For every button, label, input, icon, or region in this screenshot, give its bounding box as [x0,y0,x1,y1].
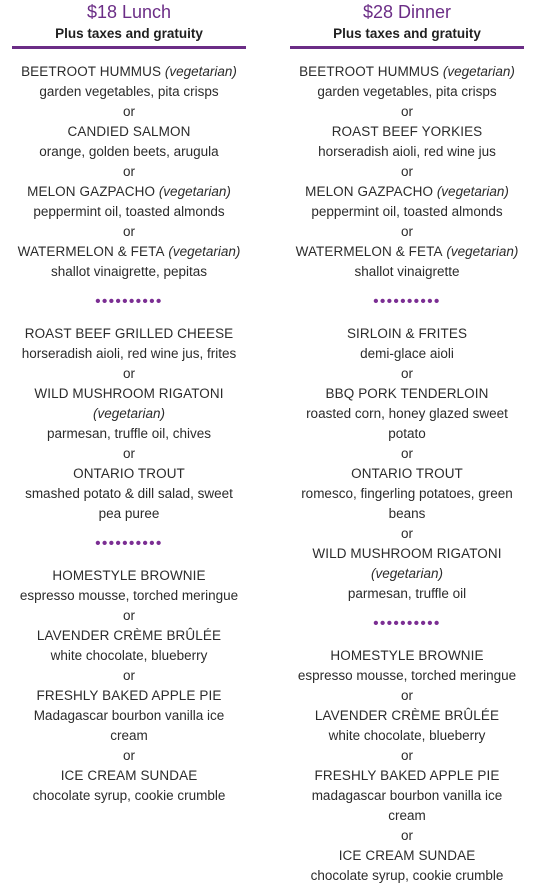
dish-title-line [290,464,524,484]
dish-name: FRESHLY BAKED APPLE PIE [36,688,222,703]
dish-name: FRESHLY BAKED APPLE PIE [314,768,500,783]
dish-title-line [290,242,524,262]
courses-container [290,62,524,886]
dish-name: HOMESTYLE BROWNIE [52,568,206,583]
dish-name: ICE CREAM SUNDAE [338,848,476,863]
dish-description: cream [388,808,426,823]
dish-title-line [12,62,246,82]
dish-title-line [12,766,246,786]
or-separator: or [122,164,135,179]
dish-title-line [12,122,246,142]
dish-name: LAVENDER CRÈME BRÛLÉE [36,628,222,643]
courses-container [12,62,246,806]
dish-title-line [12,464,246,484]
dish-description: orange, golden beets, arugula [39,144,219,159]
dish-title-line [290,646,524,666]
dish-name: ROAST BEEF GRILLED CHEESE [24,326,234,341]
dish-description: garden vegetables, pita crisps [317,84,497,99]
or-separator: or [400,526,413,541]
dish-description: Madagascar bourbon vanilla ice [33,708,225,723]
or-separator: or [400,366,413,381]
dish-description: chocolate syrup, cookie crumble [32,788,226,803]
dish-name: WATERMELON & FETA [17,244,165,259]
dish-title-line [290,766,524,786]
dish-description: smashed potato & dill salad, sweet [25,486,233,501]
dish-name: ICE CREAM SUNDAE [60,768,198,783]
dish-title-line [12,182,246,202]
dish-description: chocolate syrup, cookie crumble [310,868,504,883]
dish-description: shallot vinaigrette, pepitas [50,264,208,279]
course-divider: •••••••••• [95,535,163,552]
dish-description: potato [388,426,426,441]
dish-title-line [290,62,524,82]
or-separator: or [400,164,413,179]
dish-description: romesco, fingerling potatoes, green [301,486,513,501]
dinner-menu-column [290,0,524,886]
or-separator: or [122,668,135,683]
dish-name: MELON GAZPACHO [305,184,434,199]
course-section [12,566,246,806]
dish-name: BEETROOT HUMMUS [299,64,440,79]
dish-title-line [12,566,246,586]
menu-subtitle: Plus taxes and gratuity [333,26,481,41]
dish-title-line [12,324,246,344]
lunch-menu-column [12,0,246,806]
dish-description: shallot vinaigrette [354,264,460,279]
dish-description: peppermint oil, toasted almonds [33,204,225,219]
title-underline [290,46,524,49]
dish-description: horseradish aioli, red wine jus [318,144,496,159]
dish-name: BBQ PORK TENDERLOIN [325,386,489,401]
dish-description: pea puree [98,506,160,521]
dish-description: parmesan, truffle oil [347,586,467,601]
dish-description: white chocolate, blueberry [328,728,486,743]
dish-title-line [290,182,524,202]
dish-name: SIRLOIN & FRITES [346,326,468,341]
dish-name: ONTARIO TROUT [351,466,463,481]
vegetarian-tag: (vegetarian) [164,64,237,79]
vegetarian-tag: (vegetarian) [446,244,519,259]
or-separator: or [122,608,135,623]
course-section [290,324,524,604]
menu-subtitle: Plus taxes and gratuity [55,26,203,41]
dish-title-line [290,384,524,404]
title-underline [12,46,246,49]
course-divider: •••••••••• [373,293,441,310]
or-separator: or [122,446,135,461]
dish-description: peppermint oil, toasted almonds [311,204,503,219]
dish-name: ROAST BEEF YORKIES [331,124,483,139]
dish-title-line [290,122,524,142]
dish-title-line [290,706,524,726]
course-section [290,62,524,282]
menu-title: $18 Lunch [86,2,172,22]
dish-description: horseradish aioli, red wine jus, frites [21,346,237,361]
course-section [12,62,246,282]
vegetarian-tag: (vegetarian) [370,566,444,581]
dish-description: garden vegetables, pita crisps [39,84,219,99]
vegetarian-tag: (vegetarian) [168,244,241,259]
dish-title-line [290,324,524,344]
dish-name: BEETROOT HUMMUS [21,64,162,79]
or-separator: or [400,748,413,763]
or-separator: or [122,366,135,381]
or-separator: or [400,688,413,703]
dish-description: roasted corn, honey glazed sweet [306,406,508,421]
vegetarian-tag: (vegetarian) [92,406,166,421]
or-separator: or [400,224,413,239]
dish-name: HOMESTYLE BROWNIE [330,648,484,663]
dish-description: espresso mousse, torched meringue [297,668,517,683]
dish-description: cream [110,728,148,743]
dish-title-line [12,626,246,646]
dish-title-line [12,242,246,262]
or-separator: or [400,446,413,461]
dish-name: ONTARIO TROUT [73,466,185,481]
dish-description: parmesan, truffle oil, chives [46,426,212,441]
dish-title-line [290,544,524,564]
dish-description: espresso mousse, torched meringue [19,588,239,603]
dish-description: demi-glace aioli [360,346,454,361]
dish-name: WILD MUSHROOM RIGATONI [34,386,224,401]
course-section [290,646,524,886]
dish-description: madagascar bourbon vanilla ice [311,788,503,803]
vegetarian-tag: (vegetarian) [436,184,509,199]
dish-description: white chocolate, blueberry [50,648,208,663]
or-separator: or [400,828,413,843]
menu-title: $28 Dinner [362,2,452,22]
dish-description: beans [388,506,426,521]
dish-name: LAVENDER CRÈME BRÛLÉE [314,708,500,723]
dish-name: WATERMELON & FETA [295,244,443,259]
dish-name: WILD MUSHROOM RIGATONI [312,546,502,561]
dish-name: MELON GAZPACHO [27,184,156,199]
dish-title-line [12,384,246,404]
dish-title-line [12,686,246,706]
course-divider: •••••••••• [95,293,163,310]
or-separator: or [122,748,135,763]
course-section [12,324,246,524]
vegetarian-tag: (vegetarian) [158,184,231,199]
or-separator: or [122,224,135,239]
vegetarian-tag: (vegetarian) [442,64,515,79]
or-separator: or [400,104,413,119]
dish-name: CANDIED SALMON [67,124,191,139]
or-separator: or [122,104,135,119]
course-divider: •••••••••• [373,615,441,632]
dish-title-line [290,846,524,866]
